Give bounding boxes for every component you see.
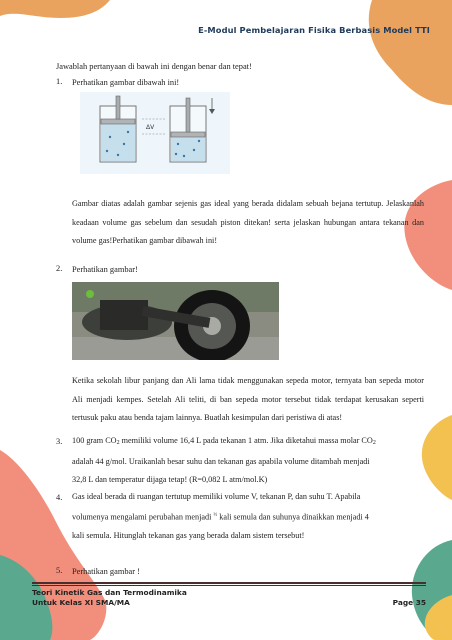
question-number: 3. xyxy=(56,437,63,446)
question-prompt: Perhatikan gambar! xyxy=(72,265,138,274)
question-number: 1. xyxy=(56,77,63,86)
question-3-body xyxy=(72,432,424,490)
question-4-text: Gas ideal berada di ruangan tertutup memiliki volume V, tekanan P, dan suhu T. Apabila xyxy=(72,492,361,501)
footer-rule xyxy=(32,582,426,584)
decorative-blob-top-left xyxy=(0,0,120,40)
question-prompt: Perhatikan gambar dibawah ini! xyxy=(72,78,180,87)
question-4-text: kali semula dan suhunya dinaikkan menjadi 4 xyxy=(219,512,369,522)
fraction: ½ xyxy=(213,512,218,518)
footer-grade: Untuk Kelas XI SMA/MA xyxy=(32,598,130,607)
question-number: 5. xyxy=(56,566,63,575)
question-4-text: kali semula. Hitunglah tekanan gas yang berada dalam sistem tersebut! xyxy=(72,530,305,540)
motorcycle-tire-photo xyxy=(72,282,279,360)
question-3-text: memiliki volume 16,4 L pada tekanan 1 atm. Jika diketahui massa molar CO xyxy=(119,436,373,445)
instruction-text: Jawablah pertanyaan di bawah ini dengan benar dan tepat! xyxy=(56,62,252,71)
piston-cylinder-figure xyxy=(80,92,230,174)
question-number: 4. xyxy=(56,493,63,502)
footer-subject: Teori Kinetik Gas dan Termodinamika xyxy=(32,588,187,597)
subscript: 2 xyxy=(116,440,120,446)
subscript: 2 xyxy=(372,440,376,446)
question-4-text: volumenya mengalami perubahan menjadi xyxy=(72,512,212,522)
question-number: 2. xyxy=(56,264,63,273)
question-2-body: Ketika sekolah libur panjang dan Ali lama tidak menggunakan sepeda motor, ternyata ban sepeda motor Ali menjadi kempes. Setelah Ali teliti, di ban sepeda motor tersebut tidak terdapat kerusakan seperti tertusuk paku atau benda tajam lainnya. Buatlah kesimpulan dari peristiwa di atas! xyxy=(72,376,424,422)
decorative-blob-top-right xyxy=(332,0,452,130)
question-3-text: 100 gram CO xyxy=(72,436,117,445)
delta-v-label: ΔV xyxy=(146,124,155,131)
question-3-text: adalah 44 g/mol. Uraikanlah besar suhu dan tekanan gas apabila volume ditambah menjadi xyxy=(72,456,370,466)
page-header-title: E-Modul Pembelajaran Fisika Berbasis Model TTI xyxy=(198,25,430,35)
footer-rule xyxy=(32,585,426,586)
page-number: Page 35 xyxy=(392,598,426,607)
question-4-body xyxy=(72,488,424,545)
question-prompt: Perhatikan gambar ! xyxy=(72,567,140,576)
question-3-text: 32,8 L dan temperatur dijaga tetap! (R=0,082 L atm/mol.K) xyxy=(72,475,268,484)
question-1-body: Gambar diatas adalah gambar sejenis gas ideal yang berada didalam sebuah bejana tertutup. Jelaskanlah keadaan volume gas sebelum dan sesudah piston ditekan! serta jelaskan hubungan antara tekanan dan volume gas!Perhatikan gambar dibawah ini! xyxy=(72,199,424,245)
